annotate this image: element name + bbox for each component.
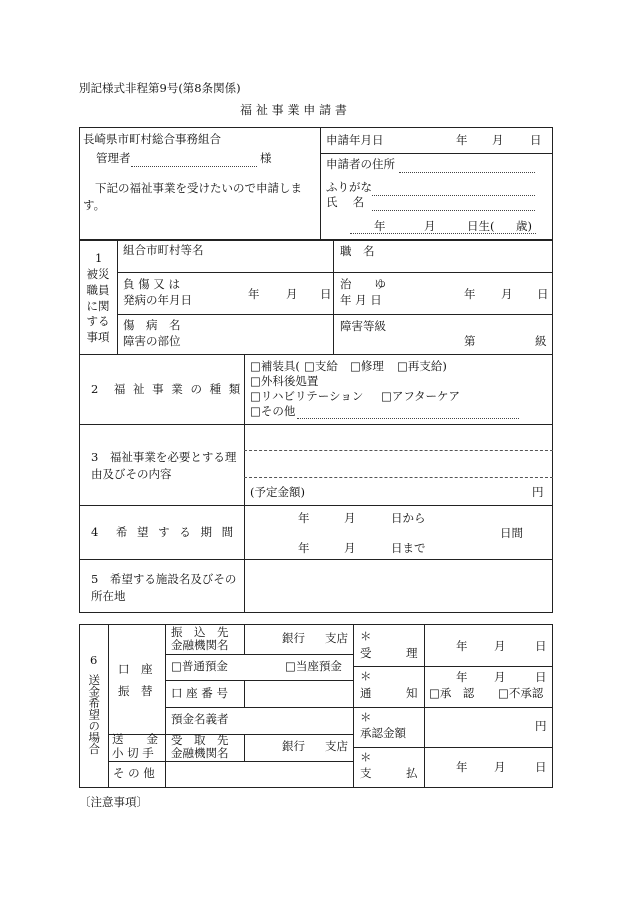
ordinary-deposit-option[interactable]: □普通預金 <box>171 659 228 673</box>
injury-date-label-1: 負 傷 又 は <box>123 277 180 291</box>
planned-amount-label: (予定金額) <box>250 485 305 499</box>
option-surgery[interactable]: □外科後処置 <box>250 374 319 388</box>
option-repair[interactable]: □修理 <box>350 359 384 373</box>
received-day: 日 <box>535 639 547 653</box>
injury-date-label-2: 発病の年月日 <box>123 293 192 307</box>
to-day: 日まで <box>391 541 426 555</box>
cure-day: 日 <box>537 287 549 301</box>
received-month: 月 <box>494 639 506 653</box>
approved-amount-yen: 円 <box>535 719 547 733</box>
birth-month-label: 月 <box>424 219 436 233</box>
star-mark: ＊ <box>360 629 372 643</box>
account-transfer-label-2: 振 替 <box>118 684 153 698</box>
name-label: 氏 名 <box>326 195 365 209</box>
cure-date-label-2: 年 月 日 <box>340 293 382 307</box>
section4-label: 4 希 望 す る 期 間 <box>91 525 237 539</box>
section3-label: 3 福祉事業を必要とする理由及びその内容 <box>91 450 237 481</box>
option-supply[interactable]: □支給 <box>304 359 338 373</box>
injury-day: 日 <box>320 287 332 301</box>
form-number: 別記様式非程第9号(第8条関係) <box>79 81 241 95</box>
from-day: 日から <box>391 511 426 525</box>
recv-dest-label-2: 金融機関名 <box>171 746 229 760</box>
from-month: 月 <box>344 511 356 525</box>
account-transfer-label-1: 口 座 <box>118 662 153 676</box>
section5-label: 5 希望する施設名及びその所在地 <box>91 572 237 603</box>
recv-bank-label: 銀行 <box>282 739 305 753</box>
notice-day: 日 <box>535 670 547 684</box>
notice-label: 通 知 <box>360 686 418 700</box>
from-year: 年 <box>298 511 310 525</box>
section6-side-label: 送金希望の場合 <box>87 674 102 755</box>
section6-number: 6 <box>90 653 98 667</box>
day-label: 日 <box>530 133 542 147</box>
other-field[interactable] <box>297 418 519 419</box>
disease-label-2: 障害の部位 <box>123 334 181 348</box>
days-label: 日間 <box>500 526 523 540</box>
other-method-label: そ の 他 <box>113 766 155 780</box>
payment-day: 日 <box>535 760 547 774</box>
option-other[interactable]: □その他 <box>250 404 296 418</box>
request-text: 下記の福祉事業を受けたいので申請します。 <box>83 181 302 212</box>
grade-prefix: 第 <box>464 334 476 348</box>
birth-day-label: 日生( <box>467 219 495 233</box>
account-holder-label: 預金名義者 <box>171 712 229 726</box>
year-label: 年 <box>456 133 468 147</box>
notes-heading: 〔注意事項〕 <box>79 795 148 809</box>
cure-year: 年 <box>464 287 476 301</box>
bank-dest-label-1: 振 込 先 <box>171 625 229 639</box>
month-label: 月 <box>492 133 504 147</box>
notice-year: 年 <box>456 670 468 684</box>
to-month: 月 <box>344 541 356 555</box>
option-resupply[interactable]: □再支給) <box>397 359 447 373</box>
to-year: 年 <box>298 541 310 555</box>
recv-dest-label-1: 受 取 先 <box>171 733 229 747</box>
option-prosthesis[interactable]: □補装具( <box>250 359 300 373</box>
rejected-option[interactable]: □不承認 <box>498 686 544 700</box>
address-field[interactable] <box>399 172 535 173</box>
current-deposit-option[interactable]: □当座預金 <box>285 659 342 673</box>
date-label: 申請年月日 <box>326 133 384 147</box>
disability-label: 障害等級 <box>340 319 386 333</box>
payment-year: 年 <box>456 760 468 774</box>
honorific: 様 <box>260 151 272 165</box>
furigana-label: ふりがな <box>326 180 372 194</box>
injury-year: 年 <box>248 287 260 301</box>
bank-dest-label-2: 金融機関名 <box>171 638 229 652</box>
received-year: 年 <box>456 639 468 653</box>
cure-date-label-1: 治 ゆ <box>340 277 386 291</box>
payment-label: 支 払 <box>360 766 418 780</box>
remit-label-1: 送 金 <box>112 732 158 746</box>
age-label: 歳) <box>516 219 532 233</box>
address-label: 申請者の住所 <box>326 157 395 171</box>
approved-option[interactable]: □承 認 <box>429 686 475 700</box>
notice-month: 月 <box>494 670 506 684</box>
option-aftercare[interactable]: □アフターケア <box>381 389 461 403</box>
birth-year-label: 年 <box>374 219 386 233</box>
account-number-label: 口 座 番 号 <box>171 686 228 700</box>
furigana-field[interactable] <box>372 195 535 196</box>
section1-side-label: 被災職員に関する事項 <box>86 267 110 344</box>
branch-label: 支店 <box>325 631 348 645</box>
manager-label: 管理者 <box>96 151 131 165</box>
option-rehab[interactable]: □リハビリテーション <box>250 389 364 403</box>
manager-name-field[interactable] <box>131 166 257 167</box>
section1-number: 1 <box>95 251 103 265</box>
recv-branch-label: 支店 <box>325 739 348 753</box>
grade-suffix: 級 <box>535 334 547 348</box>
addressee-org: 長崎県市町村総合事務組合 <box>83 132 221 146</box>
yen-label: 円 <box>532 485 544 499</box>
injury-month: 月 <box>286 287 298 301</box>
star-mark: ＊ <box>360 710 372 724</box>
disease-label-1: 傷 病 名 <box>123 318 181 332</box>
star-mark: ＊ <box>360 669 372 683</box>
star-mark: ＊ <box>360 750 372 764</box>
remittance-box <box>79 624 553 788</box>
page-title: 福 祉 事 業 申 請 書 <box>240 103 347 117</box>
job-label: 職 名 <box>340 244 375 258</box>
name-field[interactable] <box>372 210 535 211</box>
remit-label-2: 小 切 手 <box>112 746 154 760</box>
received-label: 受 理 <box>360 646 418 660</box>
bank-label: 銀行 <box>282 631 305 645</box>
payment-month: 月 <box>494 760 506 774</box>
approved-amount-label: 承認金額 <box>360 726 406 740</box>
cure-month: 月 <box>501 287 513 301</box>
org-label: 組合市町村等名 <box>123 243 204 257</box>
section2-label: 2 福 祉 事 業 の 種 類 <box>91 382 243 396</box>
